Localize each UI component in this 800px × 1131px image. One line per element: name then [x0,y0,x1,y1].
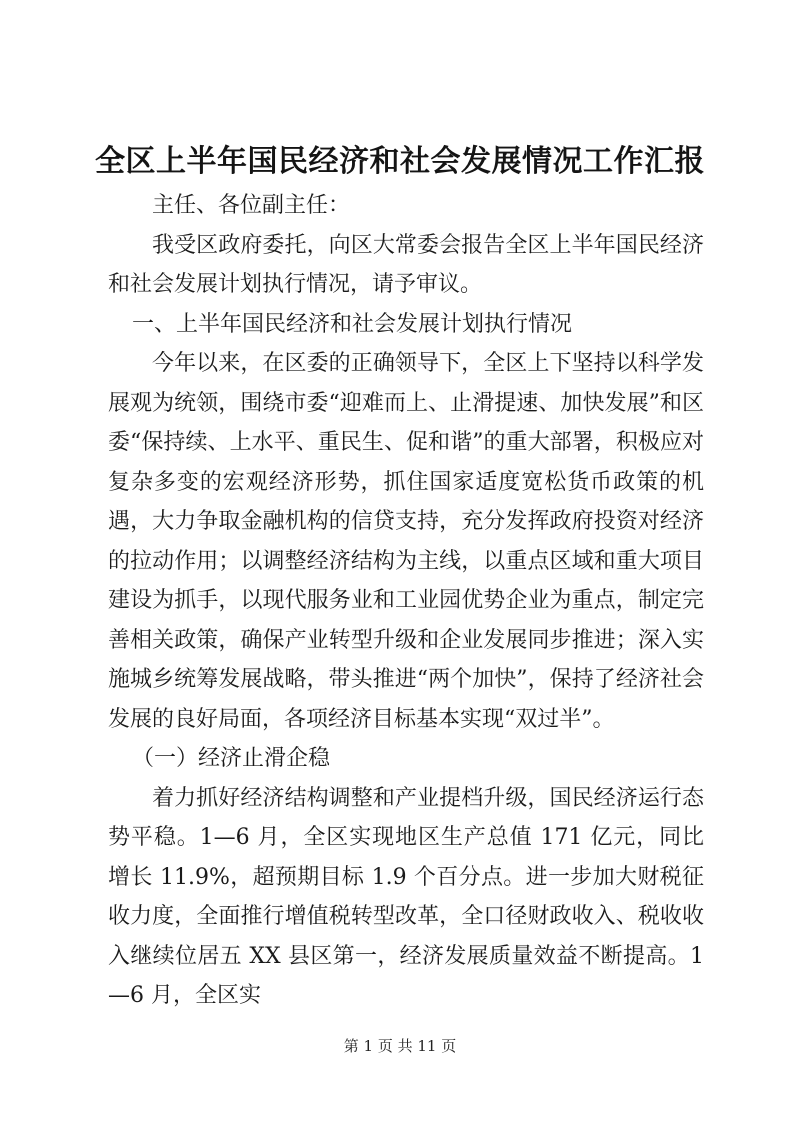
paragraph-economy: 着力抓好经济结构调整和产业提档升级，国民经济运行态势平稳。1—6 月，全区实现地区生产总值 171 亿元，同比增长 11.9%，超预期目标 1.9 个百分点。进一步加大财税征收力度，全面推行增值税转型改革，全口径财政收入、税收收入继续位居五 XX 县区第一，经济发展质量效益不断提高。1—6 月，全区实 [108,785,704,1008]
salutation: 主任、各位副主任： [152,193,351,218]
paragraph-intro: 我受区政府委托，向区大常委会报告全区上半年国民经济和社会发展计划执行情况，请予审议。 [108,232,704,297]
section-heading-1: 一、上半年国民经济和社会发展计划执行情况 [132,311,573,337]
subsection-heading-1: （一）经济止滑企稳 [132,746,331,771]
page-number-footer: 第 1 页 共 11 页 [343,1037,457,1055]
document-title: 全区上半年国民经济和社会发展情况工作汇报 [95,144,705,179]
paragraph-overview: 今年以来，在区委的正确领导下，全区上下坚持以科学发展观为统领，围绕市委“迎难而上、止滑提速、加快发展”和区委“保持续、上水平、重民生、促和谐”的重大部署，积极应对复杂多变的宏观经济形势，抓住国家适度宽松货币政策的机遇，大力争取金融机构的信贷支持，充分发挥政府投资对经济的拉动作用；以调整经济结构为主线，以重点区域和重大项目建设为抓手，以现代服务业和工业园优势企业为重点，制定完善相关政策，确保产业转型升级和企业发展同步推进；深入实施城乡统筹发展战略，带头推进“两个加快”，保持了经济社会发展的良好局面，各项经济目标基本实现“双过半”。 [108,351,704,732]
document-body [108,186,704,1016]
